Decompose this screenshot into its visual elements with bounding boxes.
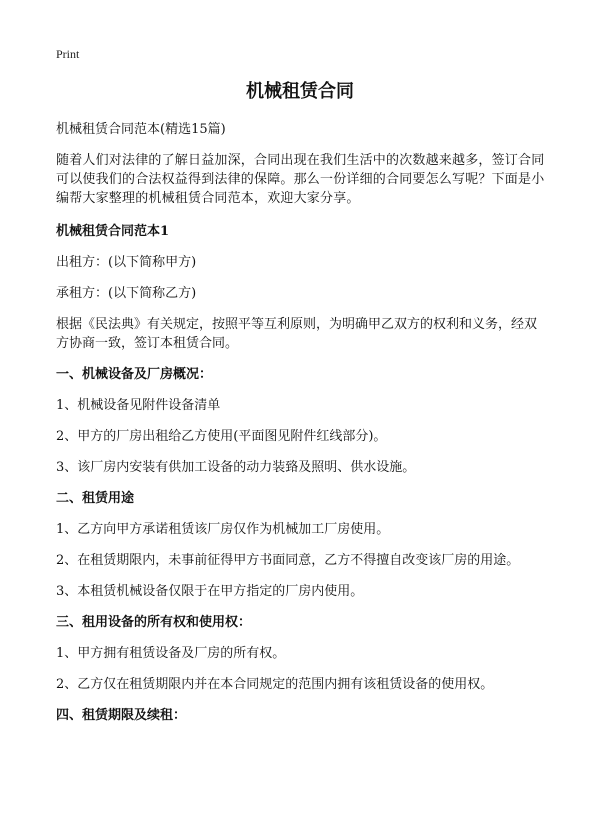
lessee-line: 承租方：(以下简称乙方) <box>56 286 197 301</box>
article-heading: 三、租用设备的所有权和使用权： <box>56 615 252 630</box>
article-heading: 二、租赁用途 <box>56 491 135 506</box>
intro-paragraph: 随着人们对法律的了解日益加深，合同出现在我们生活中的次数越来越多，签订合同可以使我们的合法权益得到法律的保障。那么一份详细的合同要怎么写呢？下面是小编帮大家整理的机械租赁合同范本，欢迎大家分享。 <box>56 153 545 206</box>
article-item: 3、本租赁机械设备仅限于在甲方指定的厂房内使用。 <box>56 584 364 599</box>
article-item: 1、乙方向甲方承诺租赁该厂房仅作为机械加工厂房使用。 <box>56 522 390 537</box>
document-title: 机械租赁合同 <box>246 81 354 102</box>
article-item: 2、甲方的厂房出租给乙方使用(平面图见附件红线部分)。 <box>56 429 387 444</box>
article-item: 3、该厂房内安装有供加工设备的动力装臵及照明、供水设施。 <box>56 460 416 475</box>
article-item: 1、甲方拥有租赁设备及厂房的所有权。 <box>56 646 286 661</box>
preamble-paragraph: 根据《民法典》有关规定，按照平等互利原则，为明确甲乙双方的权利和义务，经双方协商一致，签订本租赁合同。 <box>56 317 538 351</box>
document-subtitle: 机械租赁合同范本(精选15篇) <box>56 122 226 137</box>
article-item: 2、在租赁期限内，未事前征得甲方书面同意，乙方不得擅自改变该厂房的用途。 <box>56 553 520 568</box>
lessor-line: 出租方：(以下简称甲方) <box>56 255 197 270</box>
print-link[interactable]: Print <box>56 47 80 61</box>
article-heading: 一、机械设备及厂房概况： <box>56 367 213 382</box>
document-body <box>56 120 545 737</box>
article-item: 2、乙方仅在租赁期限内并在本合同规定的范围内拥有该租赁设备的使用权。 <box>56 677 494 692</box>
article-heading: 四、租赁期限及续租： <box>56 708 187 723</box>
article-item: 1、机械设备见附件设备清单 <box>56 398 221 413</box>
section-title: 机械租赁合同范本1 <box>56 224 170 239</box>
